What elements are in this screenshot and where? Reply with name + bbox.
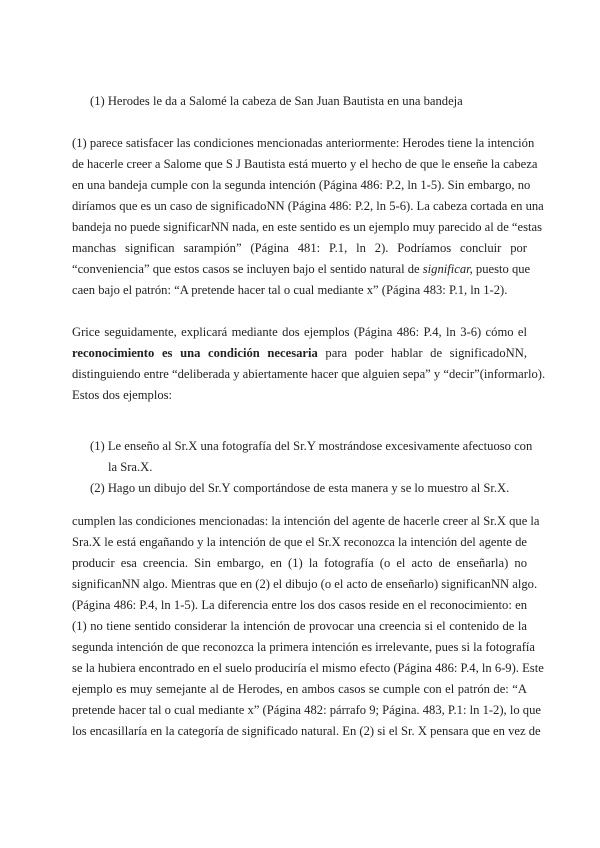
paragraph-line: ejemplo es muy semejante al de Herodes, en ambos casos se cumple con el patrón de: “A [72, 682, 527, 696]
paragraph-line: Grice seguidamente, explicará mediante dos ejemplos (Página 486: P.4, ln 3-6) cómo el [72, 325, 527, 339]
paragraph-line: manchas significan sarampión” (Página 481: P.1, ln 2). Podríamos concluir por [72, 241, 527, 255]
paragraph-line-mixed [72, 261, 531, 278]
paragraph-line: los encasillaría en la categoría de significado natural. En (2) si el Sr. X pensara que en vez de [72, 724, 541, 738]
paragraph-line: (1) parece satisfacer las condiciones mencionadas anteriormente: Herodes tiene la intención [72, 136, 535, 150]
paragraph-line: bandeja no puede significarNN nada, en este sentido es un ejemplo muy parecido al de “estas [72, 220, 543, 234]
list-item: (2) Hago un dibujo del Sr.Y comportándose de esta manera y se lo muestro al Sr.X. [90, 481, 510, 495]
paragraph-line: diríamos que es un caso de significadoNN (Página 486: P.2, ln 5-6). La cabeza cortada en una [72, 199, 544, 213]
paragraph-line: (Página 486: P.4, ln 1-5). La diferencia entre los dos casos reside en el reconocimiento: en [72, 598, 527, 612]
paragraph-line: distinguiendo entre “deliberada y abiertamente hacer que alguien sepa” y “decir”(informarlo). [72, 367, 546, 381]
list-item-continuation: la Sra.X. [108, 460, 153, 474]
paragraph-line: Sra.X le está engañando y la intención de que el Sr.X reconozca la intención del agente de [72, 535, 527, 549]
example-herodes: (1) Herodes le da a Salomé la cabeza de San Juan Bautista en una bandeja [90, 94, 463, 108]
paragraph-line: (1) no tiene sentido considerar la intención de provocar una creencia si el contenido de la [72, 619, 527, 633]
text-run: para poder hablar de significadoNN, [317, 346, 527, 360]
list-item: (1) Le enseño al Sr.X una fotografía del Sr.Y mostrándose excesivamente afectuoso con [90, 439, 533, 453]
text-run: “conveniencia” que estos casos se incluyen bajo el sentido natural de [72, 262, 423, 276]
paragraph-line: caen bajo el patrón: “A pretende hacer tal o cual mediante x” (Página 483: P.1, ln 1-2). [72, 283, 508, 297]
paragraph-line: Estos dos ejemplos: [72, 388, 173, 402]
text-run: puesto que [472, 262, 531, 276]
paragraph-line: cumplen las condiciones mencionadas: la intención del agente de hacerle creer al Sr.X que la [72, 514, 540, 528]
paragraph-line: se la hubiera encontrado en el suelo produciría el mismo efecto (Página 486: P.4, ln 6-9). Este [72, 661, 544, 675]
italic-term: significar, [422, 262, 473, 276]
paragraph-line: de hacerle creer a Salome que S J Bautista está muerto y el hecho de que le enseñe la cabeza [72, 157, 538, 171]
paragraph-line-mixed [72, 345, 527, 362]
paragraph-line: significanNN algo. Mientras que en (2) el dibujo (o el acto de enseñarlo) significanNN algo. [72, 577, 538, 591]
paragraph-line: segunda intención de que reconozca la primera intención es irrelevante, pues si la fotografía [72, 640, 535, 654]
paragraph-line: en una bandeja cumple con la segunda intención (Página 486: P.2, ln 1-5). Sin embargo, no [72, 178, 531, 192]
paragraph-line: pretende hacer tal o cual mediante x” (Página 482: párrafo 9; Página. 483, P.1: ln 1-2), lo que [72, 703, 541, 717]
paragraph-line: producir esa creencia. Sin embargo, en (1) la fotografía (o el acto de enseñarla) no [72, 556, 527, 570]
bold-phrase: reconocimiento es una condición necesaria [72, 346, 318, 360]
